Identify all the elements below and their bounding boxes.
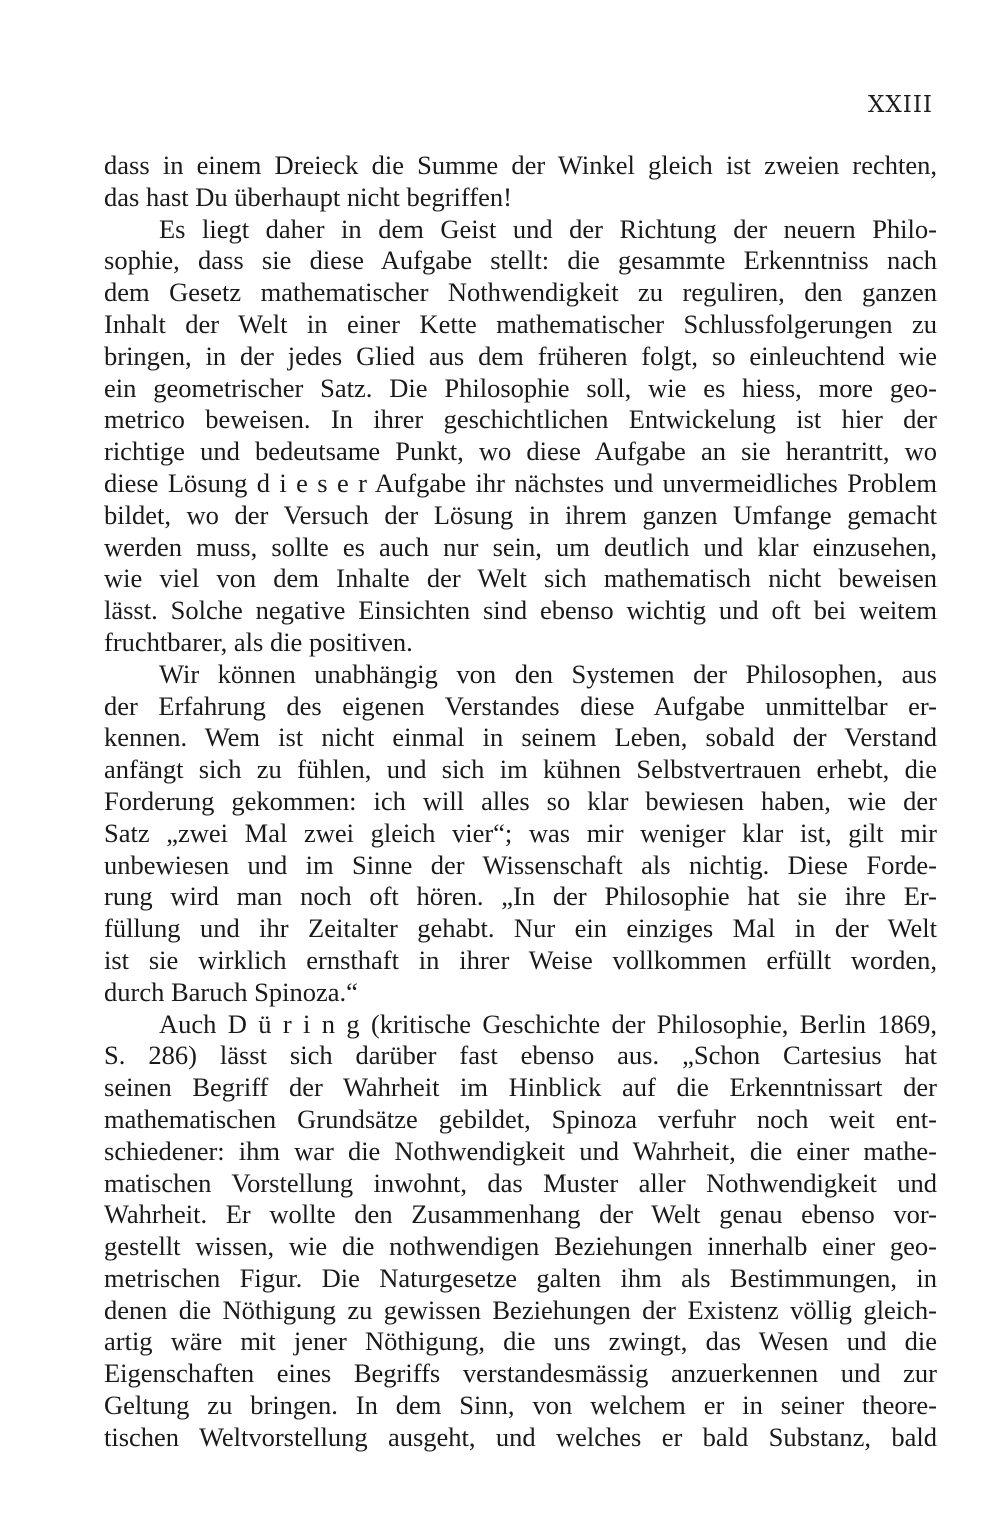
text-line: ist sie wirklich ernsthaft in ihrer Weise vollkommen erfüllt worden, — [104, 944, 937, 975]
text-line: sophie, dass sie diese Aufgabe stellt: die gesammte Erkenntniss nach — [104, 245, 937, 276]
text-line: matischen Vorstellung inwohnt, das Muster aller Nothwendigkeit und — [104, 1167, 937, 1198]
text-line: ein geometrischer Satz. Die Philosophie soll, wie es hiess, more geo- — [104, 372, 937, 403]
text-line: dem Gesetz mathematischer Nothwendigkeit zu reguliren, den ganzen — [104, 277, 937, 308]
text-line: Satz „zwei Mal zwei gleich vier“; was mir weniger klar ist, gilt mir — [104, 817, 937, 848]
text-line: tischen Weltvorstellung ausgeht, und welches er bald Substanz, bald — [104, 1421, 937, 1452]
text-line: dass in einem Dreieck die Summe der Winkel gleich ist zweien rechten, — [104, 150, 937, 180]
text-line: das hast Du überhaupt nicht begriffen! — [104, 181, 512, 212]
text-line: denen die Nöthigung zu gewissen Beziehungen der Existenz völlig gleich- — [104, 1294, 937, 1325]
text-line: Forderung gekommen: ich will alles so klar bewiesen haben, wie der — [104, 785, 937, 816]
text-line: schiedener: ihm war die Nothwendigkeit und Wahrheit, die einer mathe- — [104, 1135, 937, 1166]
text-line: der Erfahrung des eigenen Verstandes diese Aufgabe unmittelbar er- — [104, 690, 937, 721]
page-number: XXIII — [867, 92, 933, 118]
text-line: Wahrheit. Er wollte den Zusammenhang der Welt genau ebenso vor- — [104, 1199, 937, 1230]
text-line: gestellt wissen, wie die nothwendigen Beziehungen innerhalb einer geo- — [104, 1231, 937, 1262]
text-line: werden muss, sollte es auch nur sein, um deutlich und klar einzusehen, — [104, 531, 937, 562]
text-line: mathematischen Grundsätze gebildet, Spinoza verfuhr noch weit ent- — [104, 1103, 937, 1134]
text-line: füllung und ihr Zeitalter gehabt. Nur ein einziges Mal in der Welt — [104, 913, 937, 944]
text-line: S. 286) lässt sich darüber fast ebenso aus. „Schon Cartesius hat — [104, 1040, 937, 1071]
paragraph — [104, 214, 937, 659]
text-line: anfängt sich zu fühlen, und sich im kühnen Selbstvertrauen erhebt, die — [104, 754, 937, 785]
text-line: artig wäre mit jener Nöthigung, die uns zwingt, das Wesen und die — [104, 1326, 937, 1357]
text-line: Eigenschaften eines Begriffs verstandesmässig anzuerkennen und zur — [104, 1358, 937, 1389]
text-line: Geltung zu bringen. In dem Sinn, von welchem er in seiner theore- — [104, 1390, 937, 1421]
text-line: Auch D ü r i n g (kritische Geschichte der Philosophie, Berlin 1869, — [159, 1008, 937, 1039]
text-line: rung wird man noch oft hören. „In der Philosophie hat sie ihre Er- — [104, 881, 937, 912]
paragraph — [104, 150, 937, 214]
text-line: Es liegt daher in dem Geist und der Richtung der neuern Philo- — [159, 213, 937, 244]
text-line: wie viel von dem Inhalte der Welt sich mathematisch nicht beweisen — [104, 563, 937, 594]
text-line: fruchtbarer, als die positiven. — [104, 626, 413, 657]
text-line: richtige und bedeutsame Punkt, wo diese Aufgabe an sie herantritt, wo — [104, 436, 937, 467]
text-line: Inhalt der Welt in einer Kette mathematischer Schlussfolgerungen zu — [104, 308, 937, 339]
text-line: durch Baruch Spinoza.“ — [104, 976, 358, 1007]
text-line: bildet, wo der Versuch der Lösung in ihrem ganzen Umfange gemacht — [104, 499, 937, 530]
text-line: metrischen Figur. Die Naturgesetze galten ihm als Bestimmungen, in — [104, 1262, 937, 1293]
text-line: lässt. Solche negative Einsichten sind ebenso wichtig und oft bei weitem — [104, 595, 937, 626]
body-text — [104, 150, 937, 1454]
paragraph — [104, 1009, 937, 1454]
text-line: metrico beweisen. In ihrer geschichtlichen Entwickelung ist hier der — [104, 404, 937, 435]
text-line: kennen. Wem ist nicht einmal in seinem Leben, sobald der Verstand — [104, 722, 937, 753]
text-line: seinen Begriff der Wahrheit im Hinblick auf die Erkenntnissart der — [104, 1072, 937, 1103]
text-line: Wir können unabhängig von den Systemen der Philosophen, aus — [159, 658, 937, 689]
text-line: diese Lösung d i e s e r Aufgabe ihr nächstes und unvermeidliches Problem — [104, 467, 937, 498]
text-line: bringen, in der jedes Glied aus dem früheren folgt, so einleuchtend wie — [104, 340, 937, 371]
text-line: unbewiesen und im Sinne der Wissenschaft als nichtig. Diese Forde- — [104, 849, 937, 880]
paragraph — [104, 659, 937, 1009]
